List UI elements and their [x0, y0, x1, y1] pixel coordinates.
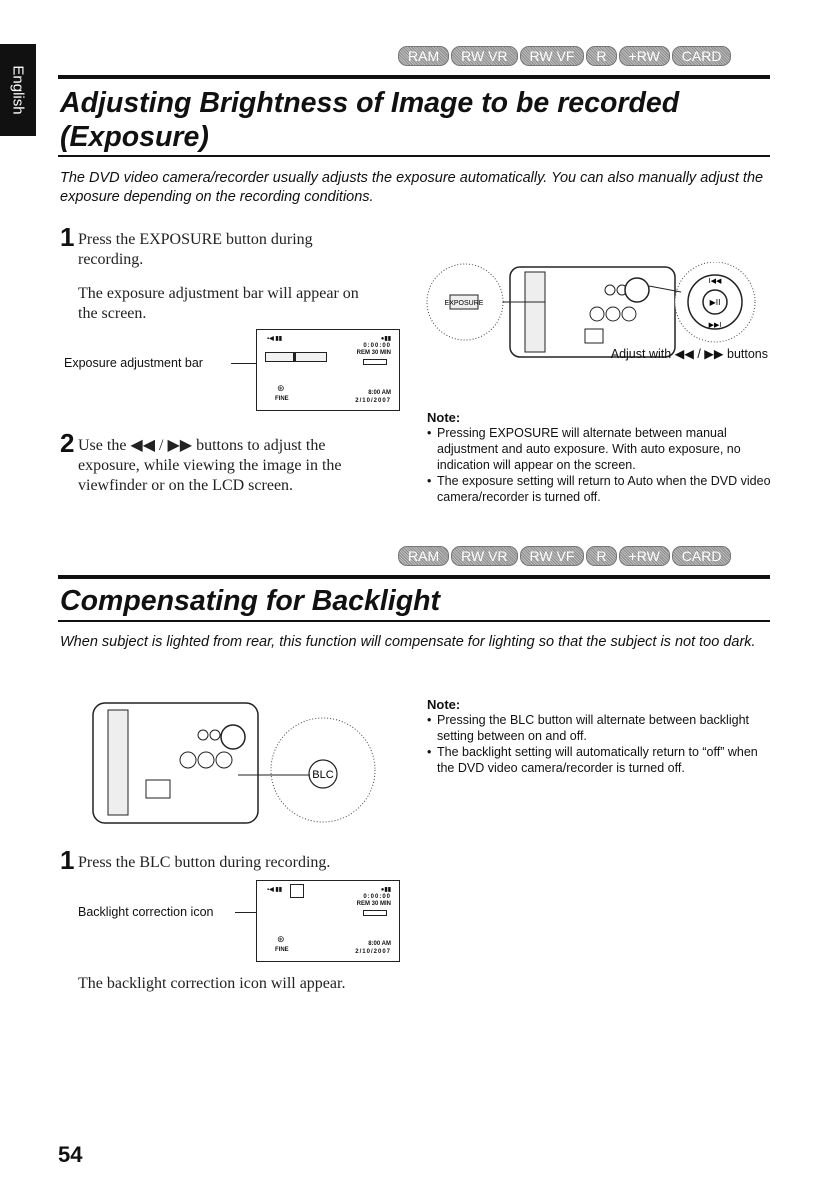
section1-note: [427, 410, 772, 505]
step1-line3: The exposure adjustment bar will appear on: [78, 285, 359, 302]
badge-r: R: [586, 46, 616, 66]
step2-line1: Use the ◀◀ / ▶▶ buttons to adjust the: [78, 437, 326, 454]
step1-line2: recording.: [78, 251, 144, 268]
record-mode-icon: ▪◀ ▮▮: [267, 887, 283, 893]
step2-line2: exposure, while viewing the image in the: [78, 457, 342, 474]
record-status-icon: ●▮▮: [380, 887, 391, 893]
section1-title: [60, 86, 679, 154]
quality-icon: ⊛: [277, 934, 285, 944]
section1-title-line2: (Exposure): [60, 121, 209, 153]
section2-rule-top: [58, 575, 770, 579]
lcd-screen-2: [256, 880, 400, 962]
section1-intro: The DVD video camera/recorder usually adjusts the exposure automatically. You can also manually adjust the exposure depending on the recording conditions.: [60, 170, 764, 205]
step2-number: 2: [60, 428, 75, 458]
section2-title-rule: [58, 620, 770, 622]
quality-icon: ⊛: [277, 383, 285, 393]
record-status-icon: ●▮▮: [380, 336, 391, 342]
note-title: Note:: [427, 697, 461, 712]
previous-icon: I◀◀: [708, 277, 722, 285]
exposure-bar-marker: [293, 352, 296, 362]
lcd-remaining: REM 30 MIN: [356, 350, 391, 356]
page-number: 54: [58, 1142, 83, 1167]
step1-text: [78, 230, 408, 324]
camera-lcd-panel: [108, 710, 128, 815]
blc-step1-text: Press the BLC button during recording.: [78, 854, 331, 871]
step1-line1: Press the EXPOSURE button during: [78, 231, 313, 248]
lcd-quality: FINE: [275, 947, 289, 953]
badge-card: CARD: [672, 546, 732, 566]
badge-rw-vf: RW VF: [520, 46, 585, 66]
exposure-button-label: EXPOSURE: [444, 300, 484, 307]
badge-card: CARD: [672, 46, 732, 66]
disc-badges: [398, 46, 731, 66]
badge-ram: RAM: [398, 546, 449, 566]
blc-button-label: BLC: [312, 769, 334, 781]
badge-rw-vf: RW VF: [520, 546, 585, 566]
camera-lcd-panel: [525, 272, 545, 352]
language-tab: [0, 44, 36, 136]
camera-illustration-blc: [88, 695, 378, 830]
lcd-screen: [256, 329, 400, 411]
record-mode-icon: ▪◀ ▮▮: [267, 336, 283, 342]
svg-text:▶II: ▶II: [709, 298, 721, 307]
note-title: Note:: [427, 410, 461, 425]
lcd-clock: 8:00 AM: [368, 390, 391, 396]
battery-icon: [363, 910, 387, 916]
next-icon: ▶▶I: [708, 321, 722, 329]
section2-title: Compensating for Backlight: [60, 585, 441, 617]
note-item: • The backlight setting will automatically return to “off” when the DVD video camera/recorder is turned off.: [427, 744, 772, 776]
backlight-correction-icon: [290, 884, 304, 898]
section-rule-top: [58, 75, 770, 79]
badge-r: R: [586, 546, 616, 566]
section2-note: [427, 697, 772, 776]
section1-title-line1: Adjusting Brightness of Image to be recorded: [60, 87, 680, 119]
lcd-quality: FINE: [275, 396, 289, 402]
badge-plus-rw: +RW: [619, 46, 670, 66]
backlight-callout: Backlight correction icon: [78, 905, 214, 919]
disc-badges-2: [398, 546, 731, 566]
note-item: • Pressing the BLC button will alternate between backlight setting between on and off.: [427, 712, 772, 744]
step1-number: 1: [60, 222, 75, 252]
exposure-bar-callout: Exposure adjustment bar: [64, 356, 203, 370]
lcd-date: 2/10/2007: [355, 398, 391, 404]
section2-intro: When subject is lighted from rear, this function will compensate for lighting so that the subject is not too dark.: [60, 634, 756, 650]
battery-icon: [363, 359, 387, 365]
lcd-remaining: REM 30 MIN: [356, 901, 391, 907]
camera-caption: Adjust with ◀◀ / ▶▶ buttons: [610, 347, 768, 361]
exposure-adjustment-bar: [265, 352, 327, 362]
lcd-clock: 8:00 AM: [368, 941, 391, 947]
lcd-time: 0:00:00: [363, 894, 391, 900]
lcd-date: 2/10/2007: [355, 949, 391, 955]
badge-rw-vr: RW VR: [451, 46, 517, 66]
blc-step1-number: 1: [60, 845, 75, 875]
lcd-time: 0:00:00: [363, 343, 391, 349]
blc-after-text: The backlight correction icon will appear.: [78, 975, 346, 992]
badge-rw-vr: RW VR: [451, 546, 517, 566]
badge-plus-rw: +RW: [619, 546, 670, 566]
badge-ram: RAM: [398, 46, 449, 66]
language-tab-label: English: [9, 65, 27, 115]
section1-title-rule: [58, 155, 770, 157]
step1-line4: the screen.: [78, 305, 147, 322]
control-dial: [625, 278, 649, 302]
step2-text: [78, 436, 418, 496]
note-item: • Pressing EXPOSURE will alternate between manual adjustment and auto exposure. With auto exposure, no indication will appear on the screen.: [427, 425, 772, 473]
control-dial: [221, 725, 245, 749]
step2-line3: viewfinder or on the LCD screen.: [78, 477, 294, 494]
note-item: • The exposure setting will return to Auto when the DVD video camera/recorder is turned off.: [427, 473, 772, 505]
